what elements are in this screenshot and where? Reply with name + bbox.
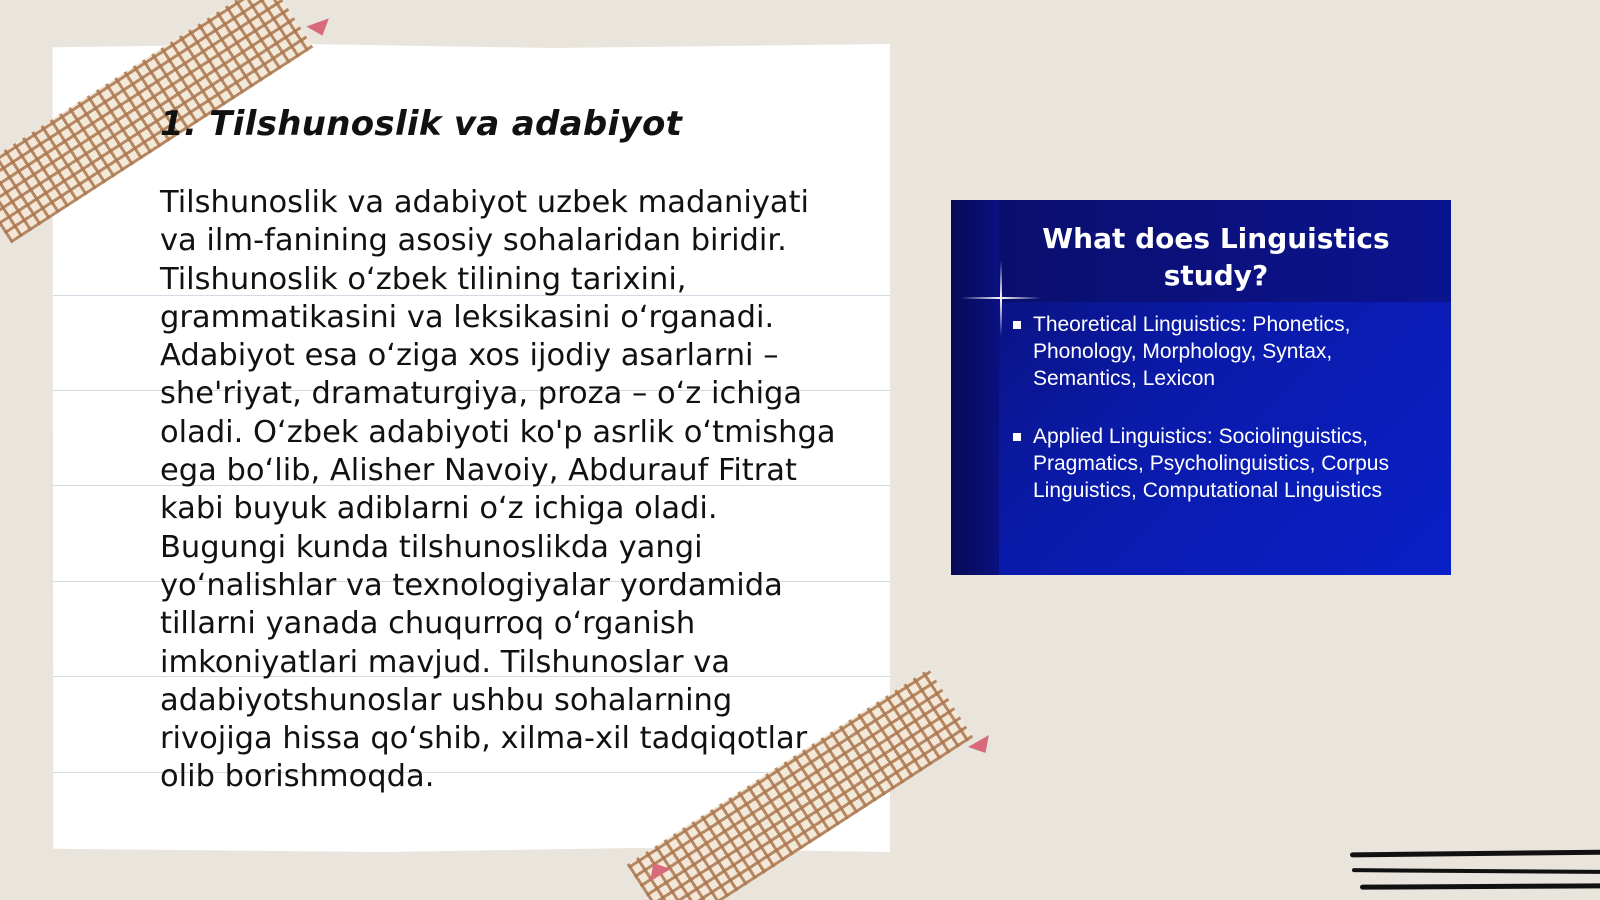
body-paragraph: Tilshunoslik va adabiyot uzbek madaniyati va ilm-fanining asosiy sohalaridan biridir. Tilshunoslik o‘zbek tilining tarixini, grammatikasini va leksikasini o‘rganadi. Adabiyot esa o‘ziga xos ijodiy asarlarni – she'riyat, dramaturgiya, proza – o‘z ichiga oladi. O‘zbek adabiyoti ko'p asrlik o‘tmishga ega bo‘lib, Alisher Navoiy, Abdurauf Fitrat kabi buyuk adiblarni o‘z ichiga oladi. Bugungi kunda tilshunoslikda yangi yo‘nalishlar va texnologiyalar yordamida tillarni yanada chuqurroq o‘rganish imkoniyatlari mavjud. Tilshunoslar va adabiyotshunoslar ushbu sohalarning rivojiga hissa qo‘shib, xilma-xil tadqiqotlar olib borishmoqda. (160, 185, 836, 795)
image-left-band (951, 200, 999, 575)
linguistics-slide-image (951, 200, 1451, 575)
tape-corner-top (306, 18, 333, 39)
square-bullet-icon (1013, 321, 1021, 329)
page-title: 1. Tilshunoslik va adabiyot (160, 104, 683, 144)
sparkle-icon (961, 297, 1041, 299)
image-title: What does Linguistics study? (1042, 222, 1390, 292)
list-item-text: Applied Linguistics: Sociolinguistics, Pragmatics, Psycholinguistics, Corpus Linguistics, Computational Linguistics (1033, 425, 1389, 502)
square-bullet-icon (1013, 433, 1021, 441)
brush-stroke (1350, 850, 1600, 858)
list-item (1013, 423, 1423, 504)
list-item-text: Theoretical Linguistics: Phonetics, Phonology, Morphology, Syntax, Semantics, Lexicon (1033, 313, 1351, 390)
tape-corner-bottom-right (968, 735, 996, 759)
brush-stroke (1352, 868, 1600, 874)
list-item (1013, 311, 1423, 392)
brush-stroke (1360, 883, 1600, 889)
image-bullet-list (1013, 311, 1423, 535)
